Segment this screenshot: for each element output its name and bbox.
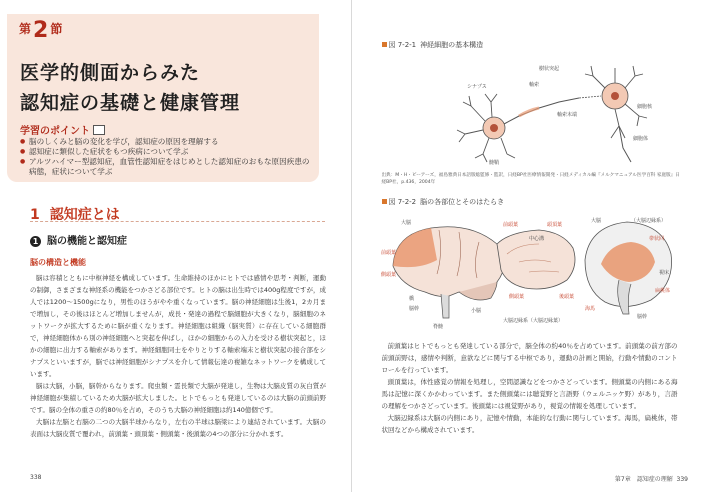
heading-divider <box>30 221 325 222</box>
right-body-text <box>382 340 678 436</box>
learning-points-list <box>20 137 312 177</box>
svg-text:大脳: 大脳 <box>590 218 601 224</box>
heading-level2: 1 脳の機能と認知症 <box>30 232 127 247</box>
svg-text:大脳: 大脳 <box>400 220 411 226</box>
svg-text:小脳: 小脳 <box>470 308 481 314</box>
section-title-line1: 医学的側面からみた <box>20 62 201 84</box>
svg-text:視床: 視床 <box>658 270 669 276</box>
paragraph: 大脳は左脳と右脳の二つの大脳半球からなり，左右の半球は脳梁により連結されています。大脳の表面は大脳皮質で覆われ，前頭葉・頭頂葉・側頭葉・後頭葉の4つの部分に分かれます。 <box>30 418 326 438</box>
svg-text:脳幹: 脳幹 <box>636 314 647 320</box>
figure2-title: 図 7-2-2 脳の各部位とそのはたらき <box>382 197 505 207</box>
svg-text:扁桃体: 扁桃体 <box>654 288 670 294</box>
right-page <box>352 0 702 492</box>
page-number-left: 338 <box>30 474 42 481</box>
svg-text:細胞体: 細胞体 <box>632 136 648 142</box>
paragraph: 大脳辺縁系は大脳の内側にあり，記憶や情動，本能的な行動に関与しています。海馬，扁桃体，帯状回などから構成されています。 <box>381 414 678 434</box>
figure-marker-icon <box>382 42 387 47</box>
learning-point: ● アルツハイマー型認知症，血管性認知症をはじめとした認知症のおもな原因疾患の病態，症状について学ぶ <box>20 157 312 177</box>
svg-text:海馬: 海馬 <box>584 306 595 312</box>
section-number: 第2 節 <box>19 18 63 43</box>
svg-text:樹状突起: 樹状突起 <box>538 66 559 72</box>
svg-text:前頭葉: 前頭葉 <box>380 250 396 256</box>
learning-points-label: 学習のポイント <box>20 122 105 137</box>
svg-text:軸索末端: 軸索末端 <box>556 112 577 118</box>
left-body-text <box>30 272 326 440</box>
svg-text:側頭葉: 側頭葉 <box>508 294 524 300</box>
heading-level3: 脳の構造と機能 <box>30 258 86 267</box>
svg-text:前頭葉: 前頭葉 <box>502 222 518 228</box>
svg-text:髄鞘: 髄鞘 <box>488 160 499 166</box>
learning-point: ● 認知症に類似した症状をもつ疾病について学ぶ <box>20 147 312 157</box>
neuron-left <box>457 94 579 162</box>
figure1-title: 図 7-2-1 神経細胞の基本構造 <box>382 40 484 50</box>
paragraph: 脳は大脳，小脳，脳幹からなります。爬虫類・霊長類で大脳が発達し，生物は大脳皮質の灰白質が神経細胞が集積しているため大脳が拡大しました。ヒトでもっとも発達しているのは大脳の前頭前野です。脳の全体の重さの約80％を占め，そのうち大脳の神経細胞は約140億個です。 <box>30 382 326 414</box>
paragraph: 前頭葉はヒトでもっとも発達している部分で，脳全体の約40％を占めています。前頭葉の前方部の前頭前野は，感情や判断，意欲などに関与する中枢であり，運動の計画と開始，行動や情動のコントロールを行っています。 <box>381 342 678 374</box>
svg-text:帯状回: 帯状回 <box>648 236 664 242</box>
learning-point: ● 脳のしくみと脳の変化を学び，認知症の原因を理解する <box>20 137 312 147</box>
svg-text:（大脳辺縁系）: （大脳辺縁系） <box>630 218 666 224</box>
svg-text:後頭葉: 後頭葉 <box>558 294 574 300</box>
svg-text:橋: 橋 <box>408 296 414 302</box>
page-footer-right: 第7章 認知症の理解 339 <box>614 476 688 483</box>
svg-text:脊髄: 脊髄 <box>432 324 443 330</box>
svg-text:側頭葉: 側頭葉 <box>380 272 396 278</box>
svg-text:脳幹: 脳幹 <box>408 306 419 312</box>
neuron-right <box>585 66 647 162</box>
svg-text:シナプス: シナプス <box>466 84 487 90</box>
brain-side-view <box>393 227 504 318</box>
pencil-note-icon <box>93 125 105 135</box>
section-title-line2: 認知症の基礎と健康管理 <box>20 92 241 114</box>
paragraph: 頭頂葉は，体性感覚の情報を処理し，空間認識などをつかさどっています。側頭葉の内側にある海馬は記憶に深くかかわっています。また側頭葉には聴覚野と言語野（ウェルニッケ野）があり，言語の理解をつかさどっています。後頭葉には視覚野があり，視覚の情報を処理しています。 <box>381 378 678 410</box>
svg-text:軸索: 軸索 <box>528 82 539 88</box>
neuron-diagram <box>379 58 679 168</box>
brain-regions-diagram <box>379 214 679 332</box>
paragraph: 脳は容積とともに中枢神経を構成しています。生命維持のほかにヒトでは感情や思考・判断，運動の制御，さまざまな神経系の機能をつかさどる部位です。ヒトの脳は出生時では400g程度ですが，成人では1200〜1500gになり，男性のほうがやや重くなっています。脳の神経細胞は生後1，2カ月まで増加し，その後はほとんど増加しませんが，成長・発達の過程で脳細胞が大きくなり，脳細胞のネットワークが拡大するために脳が重くなります。神経細胞は組織（脳実質）に存在している細胞群で，神経細胞体から別の神経細胞へと突起を伸ばし，ほかの細胞からの入力を受ける樹状突起と，ほかの細胞に出力する軸索があります。神経細胞同士をやりとりする軸索端末と樹状突起の接合部をシナプスといいますが，脳では神経細胞がシナプスを介して情報伝達の複雑なネットワークを構成しています。 <box>30 274 326 378</box>
section-header-box <box>7 14 319 182</box>
svg-text:大脳辺縁系（大脳辺縁葉）: 大脳辺縁系（大脳辺縁葉） <box>502 318 563 324</box>
svg-text:頭頂葉: 頭頂葉 <box>546 222 562 228</box>
heading-level1: 1 認知症とは <box>30 207 120 223</box>
figure-marker-icon <box>382 199 387 204</box>
figure1-caption: 出典：M・H・ビーアーズ，福島雅典日本語版総監修・監訳，日経BP社医療情報開発・日経メディカル編『メルクマニュアル医学百科 家庭版』日経BP社，p.436，2004年 <box>381 173 680 185</box>
svg-text:細胞核: 細胞核 <box>636 104 652 110</box>
svg-text:中心溝: 中心溝 <box>528 236 544 242</box>
